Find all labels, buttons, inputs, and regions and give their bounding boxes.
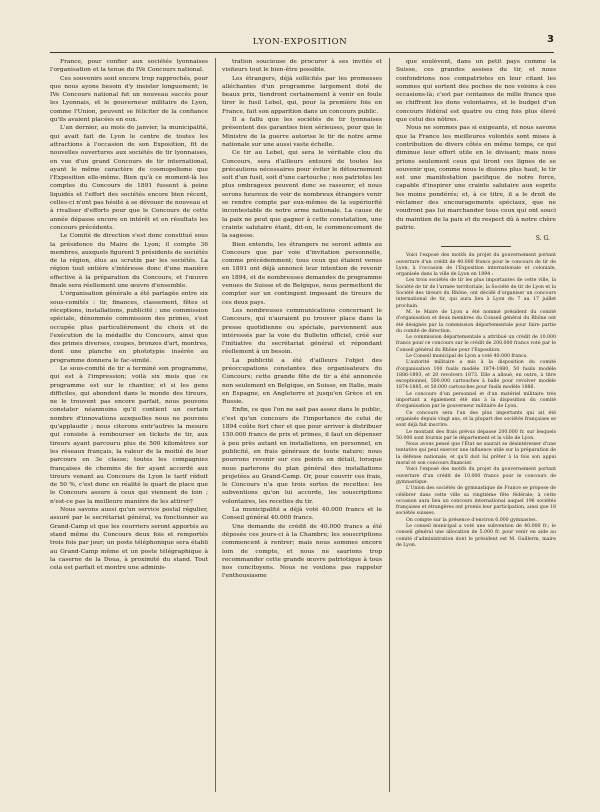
paragraph: France, pour confier aux sociétés lyonnaises l'organisation et la tenue du IVe Concours national. <box>50 59 208 74</box>
column-1 <box>50 58 208 792</box>
paragraph: Le conseil municipal a voté une subvention de 40.000 fr.; le conseil général une allocation de 5.000 fr. pour venir en aide au comité d'administration dont le président est M. Guillerm, maire de Lyon. <box>396 524 556 548</box>
running-head <box>0 36 600 48</box>
paragraph: Nous avons pensé que l'État ne saurait se désintéresser d'une tentative qui peut exercer une influence utile sur la préparation de la défense nationale, et qu'il doit lui prêter à la fois son appui moral et son concours financier. <box>396 442 556 467</box>
running-title: LYON-EXPOSITION <box>252 37 348 47</box>
paragraph: Ces souvenirs sont encore trop rapprochés, pour que nous ayons besoin d'y insister longuement; le IVe Concours national fut un nouveau succès pour les Lyonnais, et le gouverneur militaire de Lyon, comme l'Union, peuvent se féliciter de la confiance qu'ils avaient placées en eux. <box>50 75 208 124</box>
paragraph: Nous ne sommes pas si exigeants, et nous savons que la France les meilleures volontés sont mises à contribution de divers côtés en même temps, ce qui diminue leur effort utile en le divisant; mais nous prions seulement ceux qui liront ces lignes de se souvenir que, comme nous le disions plus haut, le tir est une manifestation pacifique de notre force, capable d'inspirer une crainte salutaire aux esprits les moins pondérés; et, à ce titre, il a le droit de réclamer des encouragements spéciaux, que ne voudront pas lui marchander tous ceux qui ont souci du maintien de la paix et du respect dû à notre chère patrie. <box>396 125 556 231</box>
paragraph: Voici l'exposé des motifs du projet du gouvernement portant ouverture d'un crédit de 10.000 francs pour le concours de gymnastique. <box>396 467 556 485</box>
paragraph: Bien entendu, les étrangers ne seront admis au Concours que par voie d'invitation personnelle, comme précédemment; tous ceux qui étaient venus en 1891 ont déjà annoncé leur intention de revenir en 1894, et de nombreuses demandes de programme venues de Suisse et de Belgique, nous permettent de compter sur un contingent imposant de tireurs de ces deux pays. <box>222 241 382 306</box>
paragraph: que soulèvent, dans un petit pays comme la Suisse, ces grandes assises du tir, et nous confondrions nos compatriotes en leur citant les sommes qui sortent des poches de nos voisins à ces occasions-là; c'est par centaines de mille francs que se chiffrent les dons volontaires, et le budget d'un concours fédéral est quatre ou cinq fois plus élevé que celui des nôtres. <box>396 59 556 124</box>
paragraph: Une demande de crédit de 40.000 francs a été déposée ces jours-ci à la Chambre; les souscriptions commencent à rentrer; mais nous sommes encore loin de compte, et nous ne saurions trop recommander cette grande œuvre patriotique à tous nos concitoyens. Nous ne voulons pas rappeler l'enthousiasme <box>222 523 382 580</box>
paragraph: L'organisation générale a été partagée entre six sous-comités : tir, finances, classement, fêtes et réceptions, installations, publicité ; une commission spéciale, dénommée commission des primes, s'est occupée plus particulièrement du choix et de l'exécution de la médaille du Concours, ainsi que des primes diverses, coupes, bronzes d'art, montres, dont une planche en phototypie insérée au programme donnera le fac-similé. <box>50 291 208 364</box>
paragraph: Les étrangers, déjà sollicités par les promesses alléchantes d'un programme largement doté de beaux prix, tiendront certainement à venir en foule tirer le fusil Lebel, qui, pour la première fois en France, fait son apparition dans un concours public. <box>222 75 382 115</box>
paragraph: M. le Maire de Lyon a été nommé président du comité d'organisation et deux membres du Conseil général du Rhône ont été désignés par la commission départementale pour faire partie du comité de direction. <box>396 309 556 334</box>
paragraph: On compte sur la présence d'environ 6.000 gymnastes. <box>406 517 538 523</box>
paragraph: Le sous-comité de tir a terminé son programme, qui est à l'impression; voilà six mois que ce programme est sur le chantier, et si les gens difficiles, qui abondent dans le monde des tireurs, ne le trouvent pas encore parfait, nous pouvons constater néanmoins qu'il contient un certain nombre d'innovations auxquelles nous ne pouvons qu'applaudir ; nous citerons entr'autres la mesure qui consiste à rembourser en tickets de tir, aux tireurs ayant parcouru plus de 500 kilomètres sur les réseaux français, la valeur de la moitié de leur parcours en 3e classe; toutes les compagnies françaises de chemins de fer ayant accordé aux tireurs venant au Concours de Lyon le tarif réduit de 50 %, c'est donc en réalité le quart de place que le Concours assure à ceux qui viennent de loin ; n'est-ce pas la meilleure manière de les attirer? <box>50 365 208 505</box>
paragraph: Le concours d'un personnel et d'un matériel militaire très important a également été mis à la disposition du comité d'organisation par le gouverneur militaire de Lyon. <box>396 391 556 410</box>
paragraph: tration soucieuse de procurer à ses invités et visiteurs tout le bien-être possible. <box>222 59 382 74</box>
column-divider <box>215 58 216 792</box>
author-signature: S. G. <box>535 235 550 243</box>
paragraph: L'Union des sociétés de gymnastique de France se propose de célébrer dans cette ville sa vingtième fête fédérale; à cette occasion aura lieu un concours international auquel 196 sociétés françaises et étrangères ont promis leur participation, ainsi que 18 sociétés suisses. <box>396 486 556 517</box>
header-rule <box>50 52 554 53</box>
paragraph: La municipalité a déjà voté 40.000 francs et le Conseil général 40.000 francs. <box>222 507 382 522</box>
paragraph: L'an dernier, au mois de janvier, la municipalité, qui avait fait de Lyon le centre de toutes les attractions à l'occasion de son Exposition, fit de nouvelles ouvertures aux sociétés de tir lyonnaises, en vue d'un grand Concours de tir international, ayant le même caractère de cosmopolisme que l'Exposition elle-même. Bien qu'à ce moment-là les comptes du Concours de 1891 fussent à peine liquidés et l'effort des sociétés encore bien récent, celles-ci n'ont pas hésité à se dévouer de nouveau et à rivaliser d'efforts pour que le Concours de cette année dépasse encore en intérêt et en résultats les concours précédents. <box>50 125 208 231</box>
small-print-section <box>396 253 556 549</box>
article-columns <box>50 58 556 792</box>
paragraph: Le commission départementale a attribué un crédit de 10.000 francs pour ce concours sur le crédit de 200.000 francs voté par le Conseil général du Rhône pour l'Exposition. <box>396 335 556 353</box>
column-divider <box>389 58 390 792</box>
paragraph: Il a fallu que les sociétés de tir lyonnaises présentent des garanties bien sérieuses, pour que le Ministre de la guerre autorise le tir de notre arme nationale sur une aussi vaste échelle. <box>222 117 382 148</box>
paragraph: La publicité a été d'ailleurs l'objet des préoccupations constantes des organisateurs du Concours; cette grande fête de tir a été annoncée non seulement en Belgique, en Suisse, en Italie, mais en Espagne, en Angleterre et jusqu'en Grèce et en Russie. <box>222 357 382 406</box>
paragraph: Le Conseil municipal de Lyon a voté 40.000 francs. <box>406 353 528 359</box>
paragraph: Nous savons aussi qu'un service postal régulier, assuré par le secrétariat général, va fonctionner au Grand-Camp et que les courriers seront apportés au stand même du Concours deux fois et remportés trois fois par jour; un poste téléphonique sera établi au Grand-Camp même et un poste télégraphique à la caserne de la Doua, à proximité du stand. Tout cela est parfait et montre une adminis- <box>50 507 208 572</box>
paragraph: L'autorité militaire a mis à la disposition du comité d'organisation 100 fusils modèle 1874-1880, 50 fusils modèle 1886-1893, et 20 revolvers 1873. Elle a alloué, en outre, à titre exceptionnel, 500.000 cartouches à balle pour revolver modèle 1874-1885, et 50.000 cartouches pour fusils modèle 1886. <box>396 360 556 391</box>
column-2 <box>222 58 382 792</box>
paragraph: Les trois sociétés de tir les plus importantes de cette ville, la Société de tir de l'armée territoriale, la Société de tir de Lyon et la Société des tireurs du Rhône, ont décidé d'organiser un concours international de tir, qui aura lieu à Lyon du 7 au 17 juillet prochain. <box>396 278 556 309</box>
paragraph: Ce concours sera l'un des plus importants qui ait été organisés depuis vingt ans, et la plupart des sociétés françaises se sont déjà fait inscrire. <box>396 410 556 429</box>
page-number: 3 <box>547 34 554 45</box>
paragraph: Le montant des frais prévus dépasse 200.000 fr. sur lesquels 50.000 sont fournis par le département et la ville de Lyon. <box>396 429 556 441</box>
paragraph: Ce tir au Lebel, qui sera le véritable clou du Concours, sera d'ailleurs entouré de toutes les précautions nécessaires pour éviter le détournement soit d'un fusil, soit d'une cartouche ; nos patriotes les plus ombrageux peuvent donc se rassurer, et nous serons heureux de voir de nombreux étrangers venir se rendre compte par eux-mêmes de la supériorité incontestable de notre arme nationale. La cause de la paix ne peut que gagner à cette constatation, une crainte salutaire étant, dit-on, le commencement de la sagesse. <box>222 150 382 240</box>
paragraph: Les nombreuses communications concernant le Concours, qui n'auraient pu trouver place dans la presse quotidienne ou spéciale, parviennent aux intéressés par la voie du Bulletin officiel, créé sur l'initiative du secrétariat général et répondant réellement à un besoin. <box>222 307 382 356</box>
column-3 <box>396 58 556 792</box>
paragraph: Le Comité de direction s'est donc constitué sous la présidence du Maire de Lyon; il compte 36 membres, auxquels figurent 5 présidents de sociétés de la région, élus au scrutin par les sociétés. La région tout entière s'intéresse donc d'une manière effective à la préparation du Concours, et l'œuvre finale sera réellement une œuvre d'ensemble. <box>50 233 208 290</box>
section-separator <box>441 246 511 247</box>
paragraph: Enfin, ce que l'on ne sait pas assez dans le public, c'est qu'un concours de l'importance de celui de 1894 coûte fort cher et que pour arriver à distribuer 150.000 francs de prix et primes, il faut en dépenser à peu près autant en installations, en personnel, en publicité, en frais généraux de toute nature; nous pourrons revenir sur ces points en détail, lorsque nous parlerons du plan général des installations projetées au Grand-Camp. Or, pour couvrir ces frais, le Concours n'a que trois sortes de recettes: les subventions qu'on lui accorde, les souscriptions volontaires, les recettes du tir. <box>222 407 382 505</box>
paragraph: Voici l'exposé des motifs du projet du gouvernement portant ouverture d'un crédit de 40.000 francs pour le concours de tir de Lyon, à l'occasion de l'Exposition internationale et coloniale, organisée dans la ville de Lyon en 1894 : <box>396 253 556 278</box>
